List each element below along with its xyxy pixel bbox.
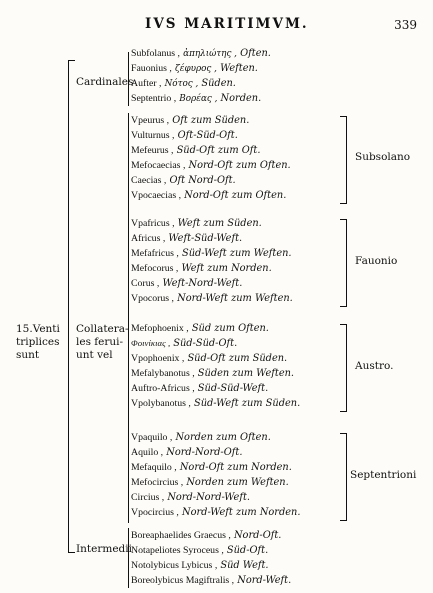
wind-row — [131, 173, 236, 188]
wind-row — [131, 231, 242, 246]
latin-name: Corus , — [131, 278, 160, 289]
wind-row — [131, 216, 262, 231]
wind-row — [131, 573, 291, 588]
german-name: Nord-Oft zum Often. — [184, 190, 287, 201]
latin-name: Vpaquilo , — [131, 432, 173, 443]
latin-name: Africus , — [131, 233, 166, 244]
latin-name: Notolybicus Lybicus , — [131, 560, 218, 571]
collaterales-brace — [128, 113, 129, 523]
cardinales-brace — [128, 52, 129, 106]
wind-row — [131, 558, 269, 573]
main-label-line: triplices — [16, 336, 60, 348]
wind-row — [131, 396, 300, 411]
german-name: Süd-Oft. — [226, 545, 269, 556]
collaterales-line: les ferui- — [76, 336, 124, 348]
latin-name: Mefocaecias , — [131, 160, 186, 171]
intermedii-label: Intermedii — [76, 543, 132, 555]
wind-row — [131, 460, 292, 475]
latin-name: Mefophoenix , — [131, 323, 189, 334]
latin-name: Φοινίκιας , — [131, 338, 171, 348]
wind-row — [131, 366, 294, 381]
latin-name: Mefaquilo , — [131, 462, 177, 473]
greek-name: Βορέας , — [179, 94, 218, 104]
page-number: 339 — [394, 18, 417, 32]
wind-row — [131, 528, 281, 543]
latin-name: Vulturnus , — [131, 130, 175, 141]
latin-name: Vpeurus , — [131, 115, 170, 126]
wind-row — [131, 261, 272, 276]
wind-row — [131, 76, 236, 92]
german-name: Weft-Süd-Weft. — [168, 233, 243, 244]
austro-brace — [340, 324, 347, 412]
greek-name: ζέφυρος , — [174, 64, 217, 74]
greek-name: ἀπηλιώτης , — [183, 49, 237, 59]
german-name: Oft-Süd-Oft. — [177, 130, 238, 141]
wind-row — [131, 445, 242, 460]
wind-row — [131, 336, 237, 351]
latin-name: Mefeurus , — [131, 145, 174, 156]
wind-row — [131, 475, 289, 490]
latin-name: Vpafricus , — [131, 218, 175, 229]
wind-row — [131, 188, 286, 203]
german-name: Weften. — [220, 63, 258, 74]
wind-row — [131, 543, 268, 558]
german-name: Nord-Oft. — [233, 530, 282, 541]
latin-name: Vpolybanotus , — [131, 398, 191, 409]
german-name: Norden zum Often. — [175, 432, 271, 443]
german-name: Often. — [240, 48, 271, 59]
main-label-line: sunt — [16, 349, 40, 361]
latin-name: Mefalybanotus , — [131, 368, 195, 379]
wind-row — [131, 158, 291, 173]
wind-row — [131, 321, 269, 336]
wind-row — [131, 143, 260, 158]
septentrioni-brace — [340, 433, 347, 521]
latin-name: Septentrio , — [131, 93, 177, 104]
latin-name: Mefocircius , — [131, 477, 184, 488]
wind-row — [131, 430, 271, 445]
latin-name: Notapeliotes Syroceus , — [131, 545, 224, 556]
main-label — [16, 323, 60, 362]
latin-name: Auftro-Africus , — [131, 383, 195, 394]
latin-name: Mefocorus , — [131, 263, 179, 274]
german-name: Nord-Nord-Oft. — [166, 447, 243, 458]
german-name: Nord-Weft zum Weften. — [177, 293, 293, 304]
running-header: IVS MARITIMVM. — [145, 16, 309, 32]
latin-name: Mefafricus , — [131, 248, 179, 259]
german-name: Norden zum Weften. — [186, 477, 289, 488]
german-name: Nord-Oft zum Norden. — [179, 462, 292, 473]
german-name: Weft zum Norden. — [181, 263, 272, 274]
outer-brace — [68, 60, 69, 552]
outer-brace-top — [68, 60, 75, 61]
german-name: Oft zum Süden. — [172, 115, 250, 126]
wind-row — [131, 46, 271, 62]
wind-row — [131, 113, 249, 128]
wind-row — [131, 490, 250, 505]
fauonio-brace — [340, 219, 347, 307]
wind-row — [131, 351, 287, 366]
latin-name: Circius , — [131, 492, 165, 503]
wind-row — [131, 91, 261, 107]
collaterales-line: unt vel — [76, 349, 113, 361]
german-name: Süd-Oft zum Oft. — [176, 145, 261, 156]
german-name: Weft-Nord-Weft. — [162, 278, 243, 289]
fauonio-label: Fauonio — [355, 255, 398, 267]
latin-name: Boreolybicus Magiftralis , — [131, 575, 235, 586]
outer-brace-bottom — [68, 552, 75, 553]
subsolano-brace — [340, 116, 347, 204]
german-name: Süd-Weft zum Weften. — [182, 248, 292, 259]
subsolano-label: Subsolano — [355, 151, 411, 163]
cardinales-label: Cardinales — [76, 76, 134, 88]
german-name: Süd-Oft zum Süden. — [187, 353, 288, 364]
septentrioni-label: Septentrioni — [350, 469, 417, 481]
german-name: Weft zum Süden. — [177, 218, 262, 229]
german-name: Oft Nord-Oft. — [169, 175, 236, 186]
collaterales-line: Collatera- — [76, 323, 129, 335]
german-name: Süden. — [201, 78, 236, 89]
latin-name: Subfolanus , — [131, 48, 180, 59]
latin-name: Aufter , — [131, 78, 162, 89]
german-name: Süden zum Weften. — [197, 368, 295, 379]
wind-row — [131, 276, 242, 291]
german-name: Nord-Weft zum Norden. — [182, 507, 301, 518]
latin-name: Vpocircius , — [131, 507, 179, 518]
german-name: Süd-Weft zum Süden. — [194, 398, 301, 409]
wind-row — [131, 61, 258, 77]
latin-name: Caecias , — [131, 175, 167, 186]
latin-name: Vpocaecias , — [131, 190, 182, 201]
german-name: Nord-Nord-Weft. — [167, 492, 251, 503]
german-name: Norden. — [220, 93, 262, 104]
latin-name: Boreaphaelides Graecus , — [131, 530, 231, 541]
austro-label: Austro. — [355, 360, 394, 372]
wind-row — [131, 381, 268, 396]
wind-row — [131, 505, 300, 520]
latin-name: Fauonius , — [131, 63, 172, 74]
wind-row — [131, 291, 293, 306]
intermedii-brace — [128, 528, 129, 588]
latin-name: Vpophoenix , — [131, 353, 185, 364]
german-name: Süd-Süd-Weft. — [197, 383, 269, 394]
greek-name: Νότος , — [164, 79, 199, 89]
wind-row — [131, 246, 292, 261]
german-name: Süd Weft. — [220, 560, 269, 571]
wind-row — [131, 128, 238, 143]
main-label-line: 15.Venti — [16, 323, 60, 335]
german-name: Süd-Süd-Oft. — [173, 338, 238, 349]
german-name: Nord-Weft. — [237, 575, 292, 586]
german-name: Nord-Oft zum Often. — [188, 160, 291, 171]
german-name: Süd zum Often. — [191, 323, 269, 334]
latin-name: Aquilo , — [131, 447, 164, 458]
collaterales-label — [76, 323, 129, 362]
latin-name: Vpocorus , — [131, 293, 174, 304]
